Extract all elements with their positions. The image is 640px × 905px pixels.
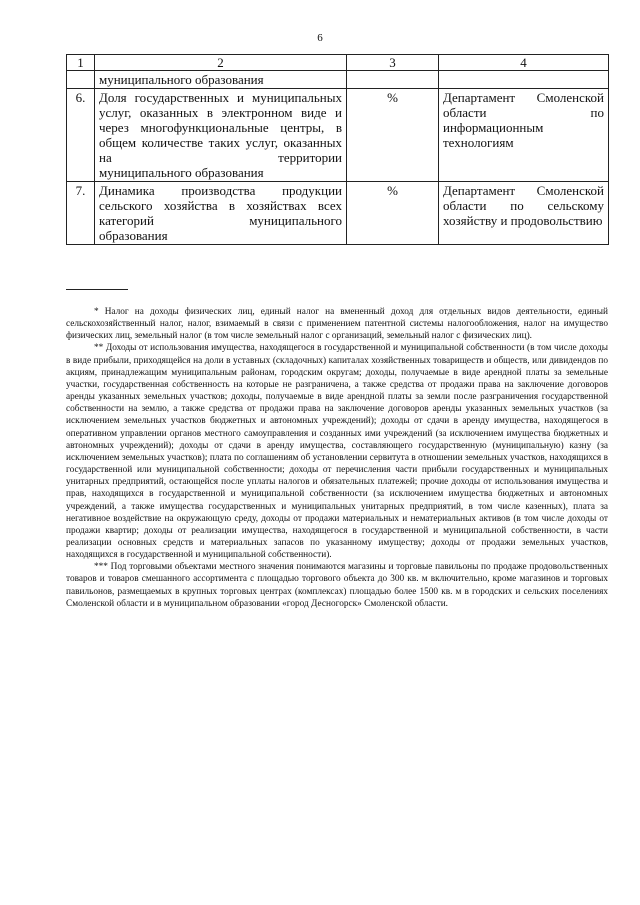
table-header-row bbox=[67, 55, 609, 71]
page-number: 6 bbox=[317, 32, 323, 44]
footnote: ** Доходы от использования имущества, находящегося в государственной и муниципальной собственности (в том числе доходы в виде прибыли, приходящейся на доли в уставных (складочных) капиталах хозяйственных товариществ и обществ, или дивидендов по акциям, принадлежащим муниципальным районам, городским округам; доходы, получаемые в виде арендной платы за земельные участки, государственная собственность на которые не разграничена, а также средства от продажи права на заключение договоров аренды указанных земельных участков; доходы, получаемые в виде арендной платы за земли после разграничения государственной собственности на землю, а также средства от продажи права на заключение договоров аренды указанных земельных участков (за исключением земельных участков бюджетных и автономных учреждений); доходы от сдачи в аренду имущества, находящегося в оперативном управлении органов местного самоуправления и созданных ими учреждений (за исключением имущества бюджетных и автономных учреждений); доходы от сдачи в аренду имущества, составляющего государственную (муниципальную) казну (за исключением земельных участков); плата по соглашениям об установлении сервитута в отношении земельных участков, находящихся в государственной или муниципальной собственности; доходы от перечисления части прибыли государственных и муниципальных унитарных предприятий, остающейся после уплаты налогов и обязательных платежей; прочие доходы от использования имущества и прав, находящихся в государственной и муниципальной собственности (за исключением имущества бюджетных и автономных учреждений, а также имущества государственных и муниципальных унитарных предприятий, в том числе казенных), плата за негативное воздействие на окружающую среду, доходы от продажи материальных и нематериальных активов (в том числе доходы от продажи квартир; доходы от реализации имущества, находящегося в государственной и муниципальной собственности, в части реализации основных средств и материальных запасов по указанному имуществу; доходы от продажи земельных участков, находящихся в государственной и муниципальной собственности). bbox=[66, 343, 608, 561]
footnote: *** Под торговыми объектами местного значения понимаются магазины и торговые павильоны по продаже продовольственных товаров и товаров смешанного ассортимента с площадью торгового объекта до 300 кв. м включительно, кроме магазинов и торговых павильонов, размещаемых в крупных торговых центрах (комплексах) площадью более 1500 кв. м в городских и сельских поселениях Смоленской области и в муниципальном образовании «город Десногорск» Смоленской области. bbox=[66, 562, 608, 609]
indicator-description bbox=[95, 89, 347, 182]
footnote-separator bbox=[66, 289, 128, 290]
description-text: Динамика производства продукции сельского хозяйства в хозяйствах всех категорий муниципального bbox=[99, 183, 342, 228]
footnote: * Налог на доходы физических лиц, единый налог на вмененный доход для отдельных видов деятельности, единый сельскохозяйственный налог, налог, взимаемый в связи с применением патентной системы налогообложения, налог на имущество физических лиц, земельный налог (в том числе земельный налог с организаций, земельный налог с физических лиц). bbox=[66, 307, 608, 342]
unit-cell: % bbox=[347, 182, 439, 245]
indicators-table bbox=[66, 54, 609, 245]
table-row bbox=[67, 89, 609, 182]
unit-cell: % bbox=[347, 89, 439, 182]
header-cell: 2 bbox=[95, 55, 347, 71]
header-cell: 1 bbox=[67, 55, 95, 71]
row-number: 7. bbox=[67, 182, 95, 245]
description-last-line: муниципального образования bbox=[99, 165, 264, 180]
table-row bbox=[67, 182, 609, 245]
header-cell: 3 bbox=[347, 55, 439, 71]
table-row-continuation bbox=[67, 71, 609, 89]
indicator-description bbox=[95, 182, 347, 245]
desc-cell: муниципального образования bbox=[95, 71, 347, 89]
description-last-line: образования bbox=[99, 228, 168, 243]
header-cell: 4 bbox=[439, 55, 609, 71]
responsible-department: Департамент Смоленской области по сельскому хозяйству и продовольствию bbox=[439, 182, 609, 245]
responsible-department: Департамент Смоленской области по информационным технологиям bbox=[439, 89, 609, 182]
num-cell bbox=[67, 71, 95, 89]
description-text: Доля государственных и муниципальных услуг, оказанных в электронном виде и через многофункциональные центры, в общем количестве таких услуг, оказанных на территории bbox=[99, 90, 342, 165]
unit-cell bbox=[347, 71, 439, 89]
dept-cell bbox=[439, 71, 609, 89]
row-number: 6. bbox=[67, 89, 95, 182]
footnotes bbox=[66, 306, 608, 610]
